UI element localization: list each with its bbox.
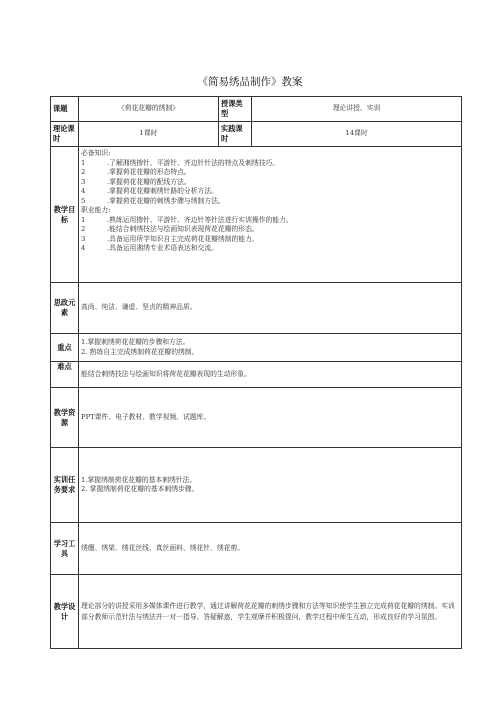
training-item: 2. 掌握绣制荷花花瓣的基本刺绣步骤。	[81, 485, 199, 493]
knowledge-heading: 必备知识:	[81, 149, 111, 157]
key-point-item: 1.掌握刺绣荷花花瓣的步骤和方法。	[81, 338, 190, 346]
ability-item: 2 .能结合刺绣技法与绘画知识表现荷花花瓣的形态。	[81, 225, 259, 233]
practice-hours-value: 14课时	[252, 122, 462, 147]
row-difficulty	[51, 362, 462, 388]
theory-hours-value: 1课时	[79, 122, 219, 147]
training-item: 1.掌握绣制荷花花瓣的基本刺绣针法。	[81, 475, 197, 484]
row-tools	[51, 523, 462, 575]
row-resources	[51, 388, 462, 448]
training-value	[79, 448, 462, 523]
knowledge-item: 3 .掌握荷花花瓣的配线方法。	[81, 177, 191, 186]
ability-item: 1 .熟练运用掺针、平游针、齐边针等针法进行实训操作的能力。	[81, 215, 293, 224]
goals-content	[79, 147, 462, 283]
knowledge-item: 4 .掌握荷花花瓣刺绣针路的分析方法。	[81, 187, 218, 195]
tools-label: 学习工具	[51, 523, 79, 575]
key-points-label: 重点	[51, 334, 79, 362]
class-type-label: 授课类型	[219, 97, 252, 122]
topic-value: 《荷花花瓣的绣制》	[79, 97, 219, 122]
class-type-value: 理论讲授、实训	[252, 97, 462, 122]
difficulty-label: 难点	[51, 362, 79, 388]
knowledge-item: 2 .掌握荷花花瓣的形态特点。	[81, 168, 191, 176]
design-value: 理论部分的讲授采用多媒体课件进行教学，通过讲解荷花花瓣的刺绣步骤和方法等知识使学生独立完成荷花花瓣的绣制。实训部分教师示范针法与绣法并一对一指导、答疑解惑，学生观摩并积极提问，教学过程中师生互动，形成良好的学习氛围。	[79, 575, 462, 649]
row-key-points	[51, 334, 462, 362]
ideology-label: 思政元素	[51, 283, 79, 334]
topic-label: 课题	[51, 97, 79, 122]
ability-item: 3 .具备运用所学知识自主完成荷花花瓣绣制的能力。	[81, 234, 259, 243]
ability-heading: 职业能力:	[81, 206, 111, 214]
row-hours	[51, 122, 462, 147]
difficulty-value: 能结合刺绣技法与绘画知识将荷花花瓣表现的生动形象。	[79, 362, 462, 388]
row-topic	[51, 97, 462, 122]
key-points-value	[79, 334, 462, 362]
ideology-value: 高尚、纯洁、谦虚、坚贞的精神品质。	[79, 283, 462, 334]
document-title: 《简易绣品制作》教案	[197, 76, 303, 88]
key-point-item: 2. 熟练自主完成绣制荷花花瓣的绣制。	[81, 347, 199, 356]
row-design	[51, 575, 462, 649]
row-goals	[51, 147, 462, 283]
goals-label: 教学目标	[51, 147, 79, 283]
tools-value: 绣绷、绣架、绣花丝线、真丝面料、绣花针、绣花剪。	[79, 523, 462, 575]
row-ideology	[51, 283, 462, 334]
resources-value: PPT课件、电子教材、教学视频、试题库。	[79, 388, 462, 448]
design-label: 教学设计	[51, 575, 79, 649]
row-training	[51, 448, 462, 523]
training-label: 实训任务要求	[51, 448, 79, 523]
knowledge-item: 5 .掌握荷花花瓣的刺绣步骤与绣制方法。	[81, 196, 225, 205]
theory-hours-label: 理论课时	[51, 122, 79, 147]
resources-label: 教学资源	[51, 388, 79, 448]
knowledge-item: 1 .了解湘绣掺针、平游针、齐边针针法的特点及刺绣技巧。	[81, 158, 280, 167]
ability-item: 4 .具备运用湘绣专业术语表达和交流。	[81, 244, 218, 252]
goals-text-block	[81, 147, 459, 281]
practice-hours-label: 实践课时	[219, 122, 252, 147]
lesson-plan-table	[50, 96, 462, 649]
